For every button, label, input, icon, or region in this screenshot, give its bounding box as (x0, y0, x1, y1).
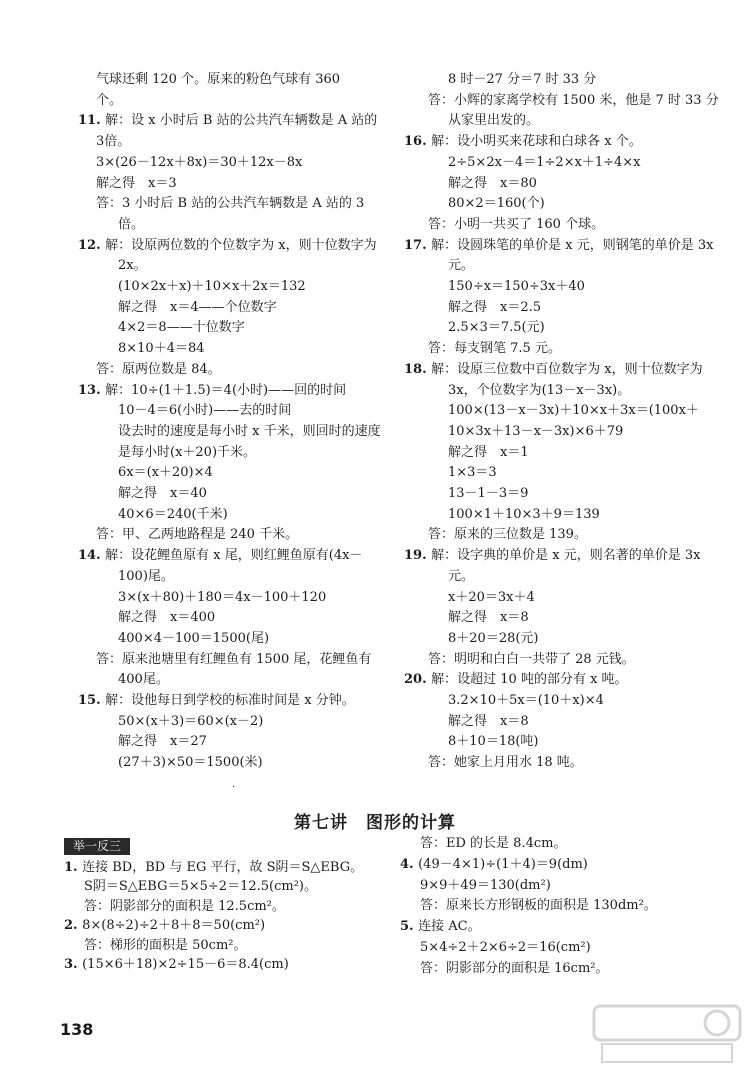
answer-line (118, 505, 228, 525)
answer-text: 400尾。 (118, 672, 169, 688)
answer-line (428, 753, 583, 773)
answer-text: 解：设 x 小时后 B 站的公共汽车辆数是 A 站的 (105, 113, 378, 129)
answer-line (96, 194, 364, 214)
answer-line (96, 70, 340, 90)
answer-line (448, 567, 474, 587)
answer-text: 倍。 (118, 216, 145, 232)
answer-text: (27＋3)×50＝1500(米) (118, 755, 263, 771)
answer-text: 答：3 小时后 B 站的公共汽车辆数是 A 站的 3 (96, 196, 365, 212)
answer-line (96, 132, 130, 152)
answer-line (118, 422, 381, 442)
answer-line (404, 360, 703, 380)
answer-text: 50×(x＋3)＝60×(x－2) (118, 713, 264, 729)
problem-number: 15. (78, 693, 106, 708)
answer-line (448, 712, 529, 732)
answer-line (96, 91, 122, 111)
answer-line (118, 484, 207, 504)
answer-line (96, 525, 298, 545)
answer-line (64, 858, 363, 878)
stray-mark: · (232, 782, 236, 793)
answer-line (78, 546, 362, 566)
answer-line (404, 132, 642, 152)
answer-text: 是每小时(x＋20)千米。 (118, 444, 257, 460)
answer-text: 5×4÷2＋2×6÷2＝16(cm²) (420, 940, 591, 955)
answer-line (448, 277, 585, 297)
answer-line (428, 339, 561, 359)
answer-text: 设去时的速度是每小时 x 千米，则回时的速度 (118, 423, 381, 439)
answer-line (448, 401, 699, 421)
answer-text: 解之得 x＝3 (96, 175, 177, 191)
answer-text: 8＋10＝18(吨) (448, 734, 539, 750)
answer-line (78, 111, 377, 131)
answer-text: 答：阴影部分的面积是 12.5cm²。 (84, 898, 285, 914)
answer-line (78, 381, 346, 401)
answer-text: 解：设花鲤鱼原有 x 尾，则红鲤鱼原有(4x－ (105, 548, 363, 564)
answer-line (78, 236, 377, 256)
answer-text: 2.5×3＝7.5(元) (448, 320, 545, 336)
answer-text: 150÷x＝150÷3x＋40 (448, 279, 585, 294)
answer-line (448, 111, 539, 131)
section-badge: 举一反三 (64, 838, 130, 855)
answer-line (400, 855, 588, 875)
answer-line (448, 318, 545, 338)
answer-line (428, 650, 635, 670)
answer-line (84, 897, 285, 917)
watermark-logo-icon (592, 1004, 742, 1066)
answer-line (118, 215, 144, 235)
problem-number: 11. (78, 113, 106, 129)
problem-number: 20. (404, 672, 432, 688)
answer-line (96, 174, 177, 194)
answer-text: 3倍。 (96, 134, 131, 150)
answer-text: 答：原来的三位数是 139。 (428, 527, 587, 543)
answer-text: 解之得 x＝1 (448, 444, 529, 460)
answer-text: 400×4－100＝1500(尾) (118, 630, 270, 646)
answer-text: 解之得 x＝2.5 (448, 299, 542, 315)
answer-text: 解之得 x＝80 (448, 175, 537, 191)
answer-line (448, 629, 539, 649)
answer-text: 解：设小明买来花球和白球各 x 个。 (431, 134, 642, 150)
answer-text: (49－4×1)÷(1＋4)＝9(dm) (418, 856, 588, 872)
answer-text: 连接 AC。 (418, 919, 481, 935)
answer-line (428, 525, 587, 545)
answer-text: 2÷5×2x－4＝1÷2×x＋1÷4×x (448, 154, 641, 170)
answer-text: 连接 BD，BD 与 EG 平行，故 S阴＝S△EBG。 (82, 860, 364, 875)
answer-line (448, 194, 545, 214)
answer-text: 答：原来池塘里有红鲤鱼有 1500 尾，花鲤鱼有 (96, 651, 372, 667)
answer-line (118, 712, 263, 732)
answer-line (118, 608, 215, 628)
answer-line (448, 588, 535, 608)
answer-line (448, 505, 600, 525)
answer-line (118, 588, 326, 608)
answer-line (78, 691, 355, 711)
answer-text: 80×2＝160(个) (448, 196, 545, 212)
problem-number: 12. (78, 237, 106, 253)
answer-line (448, 443, 529, 463)
answer-line (84, 936, 247, 956)
answer-text: 1×3＝3 (448, 465, 497, 481)
answer-text: 元。 (448, 568, 475, 584)
answer-text: 解：设字典的单价是 x 元，则名著的单价是 3x (431, 548, 701, 564)
answer-line (84, 877, 317, 897)
answer-text: 答：原两位数是 84。 (96, 361, 221, 377)
answer-text: 解之得 x＝4——个位数字 (118, 299, 277, 315)
answer-line (448, 298, 541, 318)
answer-text: 答：她家上月用水 18 吨。 (428, 755, 583, 771)
answer-text: 3.2×10＋5x＝(10＋x)×4 (448, 693, 604, 708)
page-number: 138 (60, 1020, 94, 1039)
answer-text: 100×1＋10×3＋9＝139 (448, 506, 600, 522)
answer-text: 答：明明和白白一共带了 28 元钱。 (428, 651, 635, 667)
answer-line (448, 153, 641, 173)
problem-number: 17. (404, 237, 432, 253)
problem-number: 14. (78, 548, 106, 564)
answer-line (448, 484, 528, 504)
problem-number: 2. (64, 918, 83, 934)
answer-line (420, 896, 657, 916)
answer-text: 6x＝(x＋20)×4 (118, 465, 213, 481)
answer-text: 气球还剩 120 个。原来的粉色气球有 360 (96, 72, 341, 87)
answer-text: 8×10＋4＝84 (118, 341, 205, 357)
answer-line (420, 938, 591, 958)
answer-line (400, 917, 481, 937)
answer-text: 答：梯形的面积是 50cm²。 (84, 937, 247, 953)
answer-line (448, 463, 497, 483)
problem-number: 3. (64, 957, 83, 972)
answer-text: 解：10÷(1＋1.5)＝4(小时)——回的时间 (105, 382, 347, 398)
answer-line (118, 753, 263, 773)
answer-text: 答：原来长方形钢板的面积是 130dm²。 (420, 898, 657, 914)
problem-number: 4. (400, 856, 419, 872)
answer-text: 答：小辉的家离学校有 1500 米，他是 7 时 33 分 (428, 92, 719, 108)
answer-text: 10－4＝6(小时)——去的时间 (118, 403, 292, 419)
answer-text: 4×2＝8——十位数字 (118, 320, 245, 336)
answer-text: S阴＝S△EBG＝5×5÷2＝12.5(cm²)。 (84, 879, 317, 895)
answer-line (420, 834, 566, 854)
answer-text: 答：每支钢笔 7.5 元。 (428, 341, 561, 357)
answer-text: 解之得 x＝8 (448, 713, 529, 729)
problem-number: 5. (400, 919, 419, 935)
answer-text: 3×(x＋80)＋180＝4x－100＋120 (118, 589, 327, 605)
section-title: 第七讲 图形的计算 (294, 813, 456, 833)
answer-text: 13－1－3＝9 (448, 486, 529, 501)
answer-line (118, 298, 277, 318)
answer-line (404, 670, 628, 690)
answer-text: 解之得 x＝40 (118, 486, 207, 501)
answer-line (448, 174, 537, 194)
answer-line (118, 318, 245, 338)
answer-text: 40×6＝240(千米) (118, 506, 228, 522)
answer-line (404, 236, 714, 256)
problem-number: 1. (64, 860, 83, 875)
problem-number: 18. (404, 361, 432, 377)
problem-number: 16. (404, 134, 432, 150)
answer-line (64, 955, 289, 975)
answer-text: 8×(8÷2)÷2＋8＋8＝50(cm²) (82, 918, 266, 934)
answer-text: 从家里出发的。 (448, 113, 540, 129)
answer-line (448, 691, 604, 711)
answer-text: 解：设原三位数中百位数字为 x，则十位数字为 (431, 361, 703, 377)
answer-text: 元。 (448, 258, 475, 274)
answer-line (428, 215, 604, 235)
answer-line (118, 256, 147, 276)
answer-line (448, 422, 623, 442)
problem-number: 13. (78, 382, 106, 398)
answer-line (448, 256, 474, 276)
answer-text: 答：甲、乙两地路程是 240 千米。 (96, 527, 299, 543)
answer-text: 2x。 (118, 258, 147, 274)
answer-line (404, 546, 701, 566)
answer-line (118, 463, 213, 483)
answer-text: (10×2x＋x)＋10×x＋2x＝132 (118, 279, 306, 294)
answer-text: 解：设原两位数的个位数字为 x，则十位数字为 (105, 237, 377, 253)
answer-text: 解：设他每日到学校的标准时间是 x 分钟。 (105, 693, 355, 708)
answer-line (448, 381, 630, 401)
answer-text: 3x，个位数字为(13－x－3x)。 (448, 382, 631, 398)
answer-text: 100)尾。 (118, 568, 174, 584)
answer-line (118, 339, 205, 359)
answer-line (420, 959, 609, 979)
answer-text: 解之得 x＝27 (118, 734, 207, 750)
answer-text: 10×3x＋13－x－3x)×6＋79 (448, 423, 624, 439)
answer-line (448, 608, 529, 628)
answer-line (428, 91, 719, 111)
answer-line (118, 670, 169, 690)
answer-text: 解之得 x＝8 (448, 610, 529, 626)
answer-text: 解：设圆珠笔的单价是 x 元，则钢笔的单价是 3x (431, 237, 714, 253)
problem-number: 19. (404, 548, 432, 564)
answer-text: 答：阴影部分的面积是 16cm²。 (420, 960, 609, 976)
answer-line (118, 629, 269, 649)
answer-text: 3×(26－12x＋8x)＝30＋12x－8x (96, 154, 303, 170)
answer-line (118, 401, 291, 421)
answer-line (118, 277, 306, 297)
answer-line (64, 916, 265, 936)
answer-text: 答：小明一共买了 160 个球。 (428, 216, 605, 232)
answer-text: 解之得 x＝400 (118, 610, 216, 626)
answer-text: 9×9＋49＝130(dm²) (420, 877, 551, 893)
answer-text: 8＋20＝28(元) (448, 630, 539, 646)
answer-line (118, 443, 256, 463)
answer-line (118, 567, 174, 587)
answer-line (96, 360, 221, 380)
answer-text: x＋20＝3x＋4 (448, 589, 535, 605)
answer-line (118, 732, 207, 752)
answer-line (448, 70, 596, 90)
answer-text: 答：ED 的长是 8.4cm。 (420, 836, 567, 851)
answer-line (96, 153, 302, 173)
answer-text: (15×6＋18)×2÷15－6＝8.4(cm) (82, 957, 289, 972)
answer-text: 100×(13－x－3x)＋10×x＋3x＝(100x＋ (448, 403, 699, 419)
answer-line (420, 876, 551, 896)
answer-text: 个。 (96, 92, 123, 108)
answer-line (96, 650, 371, 670)
answer-line (448, 732, 539, 752)
answer-text: 解：设超过 10 吨的部分有 x 吨。 (431, 672, 628, 688)
answer-text: 8 时－27 分＝7 时 33 分 (448, 72, 597, 87)
